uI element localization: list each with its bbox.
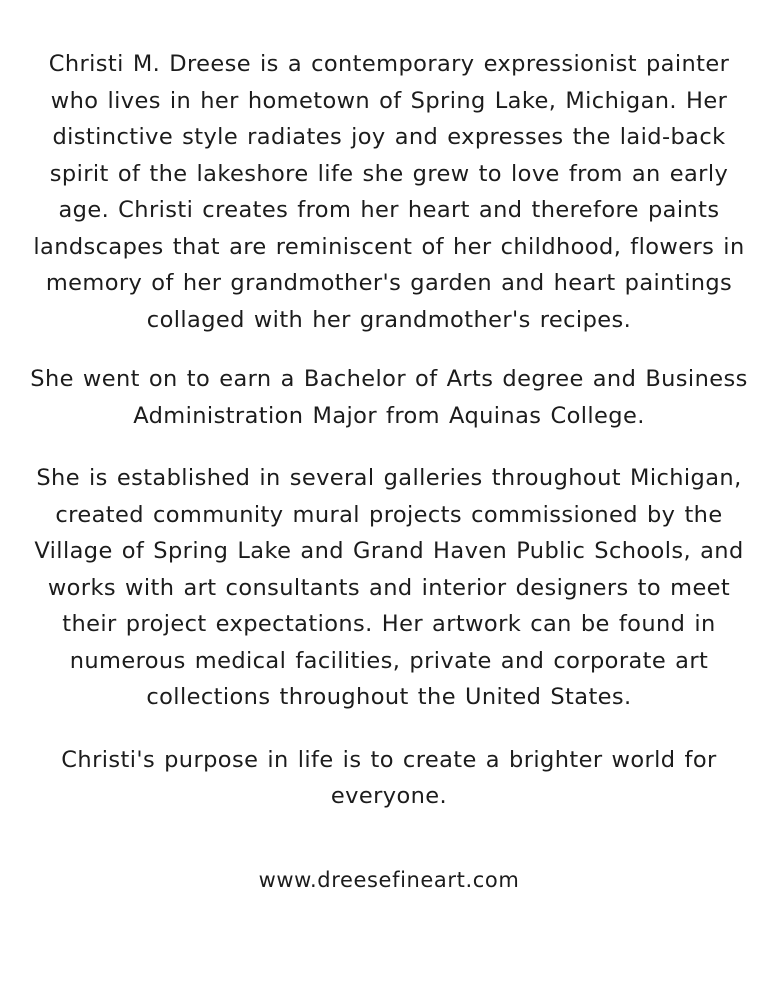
website-link[interactable]: www.dreesefineart.com: [258, 867, 520, 892]
bio-paragraph-purpose: Christi's purpose in life is to create a brighter world for everyone.: [61, 746, 717, 809]
bio-paragraph-education: She went on to earn a Bachelor of Arts degree and Business Administration Major from Aquinas College.: [30, 366, 748, 429]
bio-paragraph-career: She is established in several galleries throughout Michigan, created community mural projects commissioned by the Village of Spring Lake and Grand Haven Public Schools, and works with art consultants and interior designers to meet their project expectations. Her artwork can be found in numerous medical facilities, private and corporate art collections throughout the United States.: [34, 465, 744, 710]
bio-paragraph-intro: Christi M. Dreese is a contemporary expressionist painter who lives in her hometown of Spring Lake, Michigan. Her distinctive style radiates joy and expresses the laid-back spirit of the lakeshore life she grew to love from an early age. Christi creates from her heart and therefore paints landscapes that are reminiscent of her childhood, flowers in memory of her grandmother's garden and heart paintings collaged with her grandmother's recipes.: [33, 51, 745, 333]
